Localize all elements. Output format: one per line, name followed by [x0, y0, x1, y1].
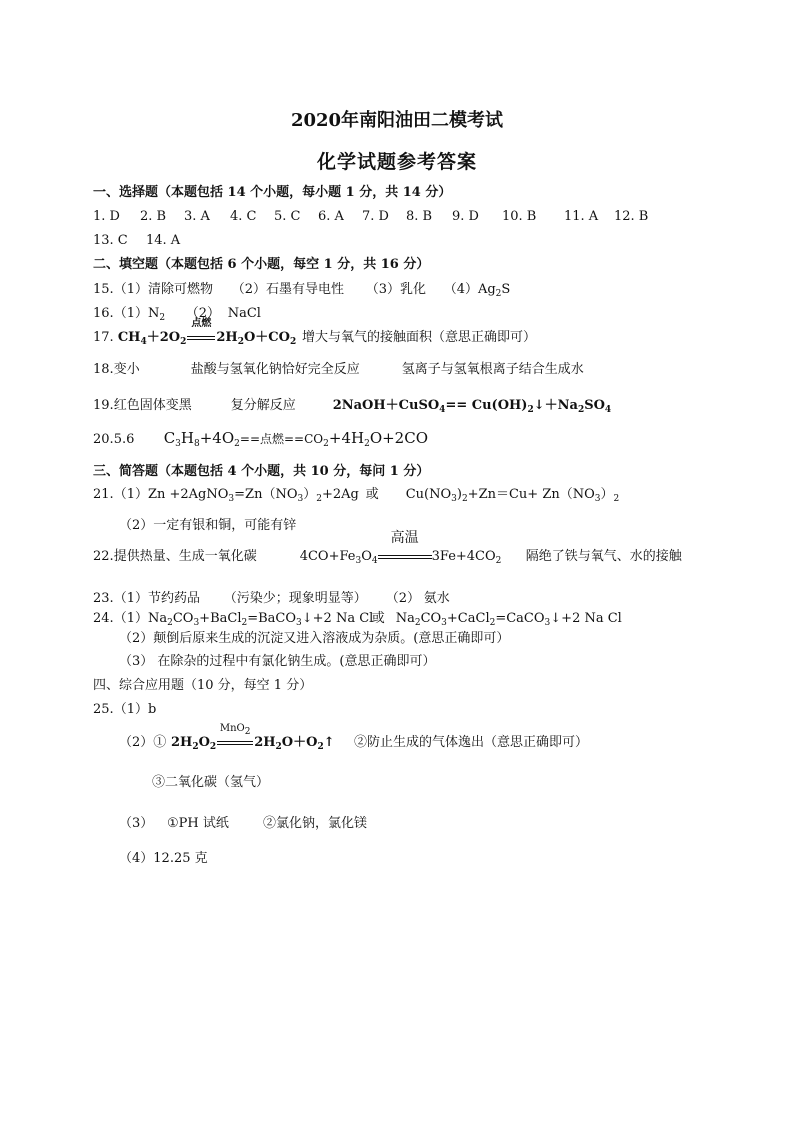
q24-equation-1: $(1)Na_2CO_3+BaCl_2=BaCO_3↓+2$ Na Cl	[113, 611, 374, 628]
question-20	[93, 430, 428, 448]
q19-equation: 2NaOH＋CuSO$_4$== $Cu(OH)_2↓+Na_2SO_4$	[332, 398, 612, 415]
answer-3: 3. A	[184, 209, 210, 224]
question-25-1	[93, 702, 156, 718]
q16-answer-1: $(1)N_2$	[113, 306, 166, 323]
q18-answer-2: 盐酸与氢氧化钠恰好完全反应	[190, 362, 360, 377]
question-21-1	[93, 487, 619, 503]
q21-number: 21.	[93, 487, 114, 502]
q19-number: 19.	[93, 398, 114, 413]
q15-answer-2: （2）石墨有导电性	[231, 282, 344, 297]
section-2-heading: 二、填空题（本题包括 6 个小题，每空 1 分，共 16 分）	[93, 257, 430, 272]
answer-10: 10. B	[502, 209, 537, 224]
q16-number: 16.	[93, 306, 114, 321]
q17-number: 17.	[93, 330, 114, 345]
q25-condition: MnO$_2$	[219, 723, 251, 737]
q25-answer-3-2: ②氯化钠，氯化镁	[263, 816, 368, 831]
q22-condition: 高温	[390, 530, 419, 546]
question-24-3: （3） 在除杂的过程中有氯化钠生成。(意思正确即可）	[119, 654, 436, 669]
q21-or: 或	[365, 487, 379, 502]
q16-answer-2-label: （2）	[185, 306, 220, 321]
answer-8: 8. B	[406, 209, 433, 224]
answer-14: 14. A	[146, 233, 181, 248]
q15-answer-4: $(4)Ag_2S$	[443, 282, 511, 299]
answer-row-1	[93, 209, 648, 225]
question-18	[93, 362, 584, 378]
q18-answer-1: 变小	[113, 362, 140, 377]
q25-part-3-label: （3）	[119, 816, 154, 831]
q24-or: 或	[371, 611, 385, 626]
question-16	[93, 306, 261, 322]
question-24-1	[93, 611, 622, 627]
q17-condition: 点燃	[191, 318, 212, 329]
q23-answer-2-label: （2）	[385, 591, 420, 606]
q25-answer-2: ②防止生成的气体逸出（意思正确即可）	[354, 735, 589, 750]
q19-answer-1: 红色固体变黑	[113, 398, 192, 413]
answer-9: 9. D	[452, 209, 479, 224]
q24-equation-2: $Na_2CO_3+CaCl_2=CaCO_3↓+2$ Na Cl	[395, 611, 622, 628]
answer-7: 7. D	[362, 209, 389, 224]
question-25-3: ③二氧化碳（氢气）	[152, 775, 270, 790]
q18-answer-3: 氢离子与氢氧根离子结合生成水	[401, 362, 584, 377]
q22-number: 22.	[93, 549, 114, 564]
q15-answer-1: （1）清除可燃物	[113, 282, 213, 297]
answer-2: 2. B	[140, 209, 167, 224]
question-25-4	[119, 816, 367, 832]
q23-answer-1: （1）节约药品	[113, 591, 200, 606]
q15-number: 15.	[93, 282, 114, 297]
q21-equation-1: $(1)Zn +2AgNO_3=Zn(NO_3)_2+2Ag$	[113, 487, 359, 504]
question-22	[93, 530, 682, 566]
answer-12: 12. B	[614, 209, 649, 224]
page-title: 2020年南阳油田二模考试	[290, 110, 504, 131]
question-15	[93, 282, 510, 298]
question-19	[93, 398, 611, 414]
q25-answer-1: （1）b	[113, 702, 157, 717]
q20-equation: $C_3H_8+4O_2==$点燃$==CO_2+4H_2O+2CO$	[163, 429, 428, 449]
q19-answer-2: 复分解反应	[230, 398, 296, 413]
question-25-2	[119, 723, 589, 752]
question-23	[93, 591, 450, 607]
section-4-heading: 四、综合应用题（10 分，每空 1 分）	[93, 678, 313, 693]
q20-answer-1: 5.6	[113, 432, 135, 447]
q23-answer-1-note: （污染少；现象明显等）	[223, 591, 367, 606]
answer-6: 6. A	[318, 209, 344, 224]
q24-number: 24.	[93, 611, 114, 626]
q18-number: 18.	[93, 362, 114, 377]
section-1-heading: 一、选择题（本题包括 14 个小题，每小题 1 分，共 14 分）	[93, 185, 452, 200]
page-subtitle: 化学试题参考答案	[316, 151, 477, 173]
answer-1: 1. D	[93, 209, 120, 224]
q25-answer-3-1: ①PH 试纸	[167, 816, 229, 831]
q25-number: 25.	[93, 702, 114, 717]
question-17	[93, 318, 536, 347]
q22-answer-1: 提供热量、生成一氧化碳	[113, 549, 257, 564]
answer-row-2	[93, 233, 180, 249]
q22-answer-2: 隔绝了铁与氧气、水的接触	[525, 549, 682, 564]
q17-answer-2: 增大与氧气的接触面积（意思正确即可）	[301, 330, 536, 345]
answer-11: 11. A	[564, 209, 599, 224]
question-21-2: （2）一定有银和铜，可能有锌	[119, 518, 297, 533]
q23-number: 23.	[93, 591, 114, 606]
answer-4: 4. C	[230, 209, 257, 224]
section-3-heading: 三、简答题（本题包括 4 个小题，共 10 分，每问 1 分）	[93, 464, 430, 479]
q23-answer-2: 氨水	[423, 591, 450, 606]
q15-answer-3: （3）乳化	[365, 282, 426, 297]
q25-part-2-label: （2）①	[119, 735, 167, 750]
q25-equation: $2H_2O_2$ MnO$_2$ $2H_2O+O_2↑$	[171, 723, 335, 752]
question-24-2: （2）颠倒后原来生成的沉淀又进入溶液成为杂质。(意思正确即可）	[119, 631, 510, 646]
answer-5: 5. C	[274, 209, 301, 224]
question-25-5: （4）12.25 克	[119, 851, 208, 866]
q21-equation-2: $Cu(NO_3)_2+Zn=Cu+ Zn(NO_3)_2$	[405, 487, 620, 504]
answer-13: 13. C	[93, 233, 128, 248]
q20-number: 20.	[93, 432, 114, 447]
q22-equation: $4CO+Fe_3O_4$ 高温 $3Fe+4CO_2$	[299, 530, 502, 566]
q17-equation: $CH_4+2O_2$ 点燃 $2H_2O+CO_2$	[117, 318, 297, 347]
q16-answer-2: NaCl	[227, 306, 261, 321]
